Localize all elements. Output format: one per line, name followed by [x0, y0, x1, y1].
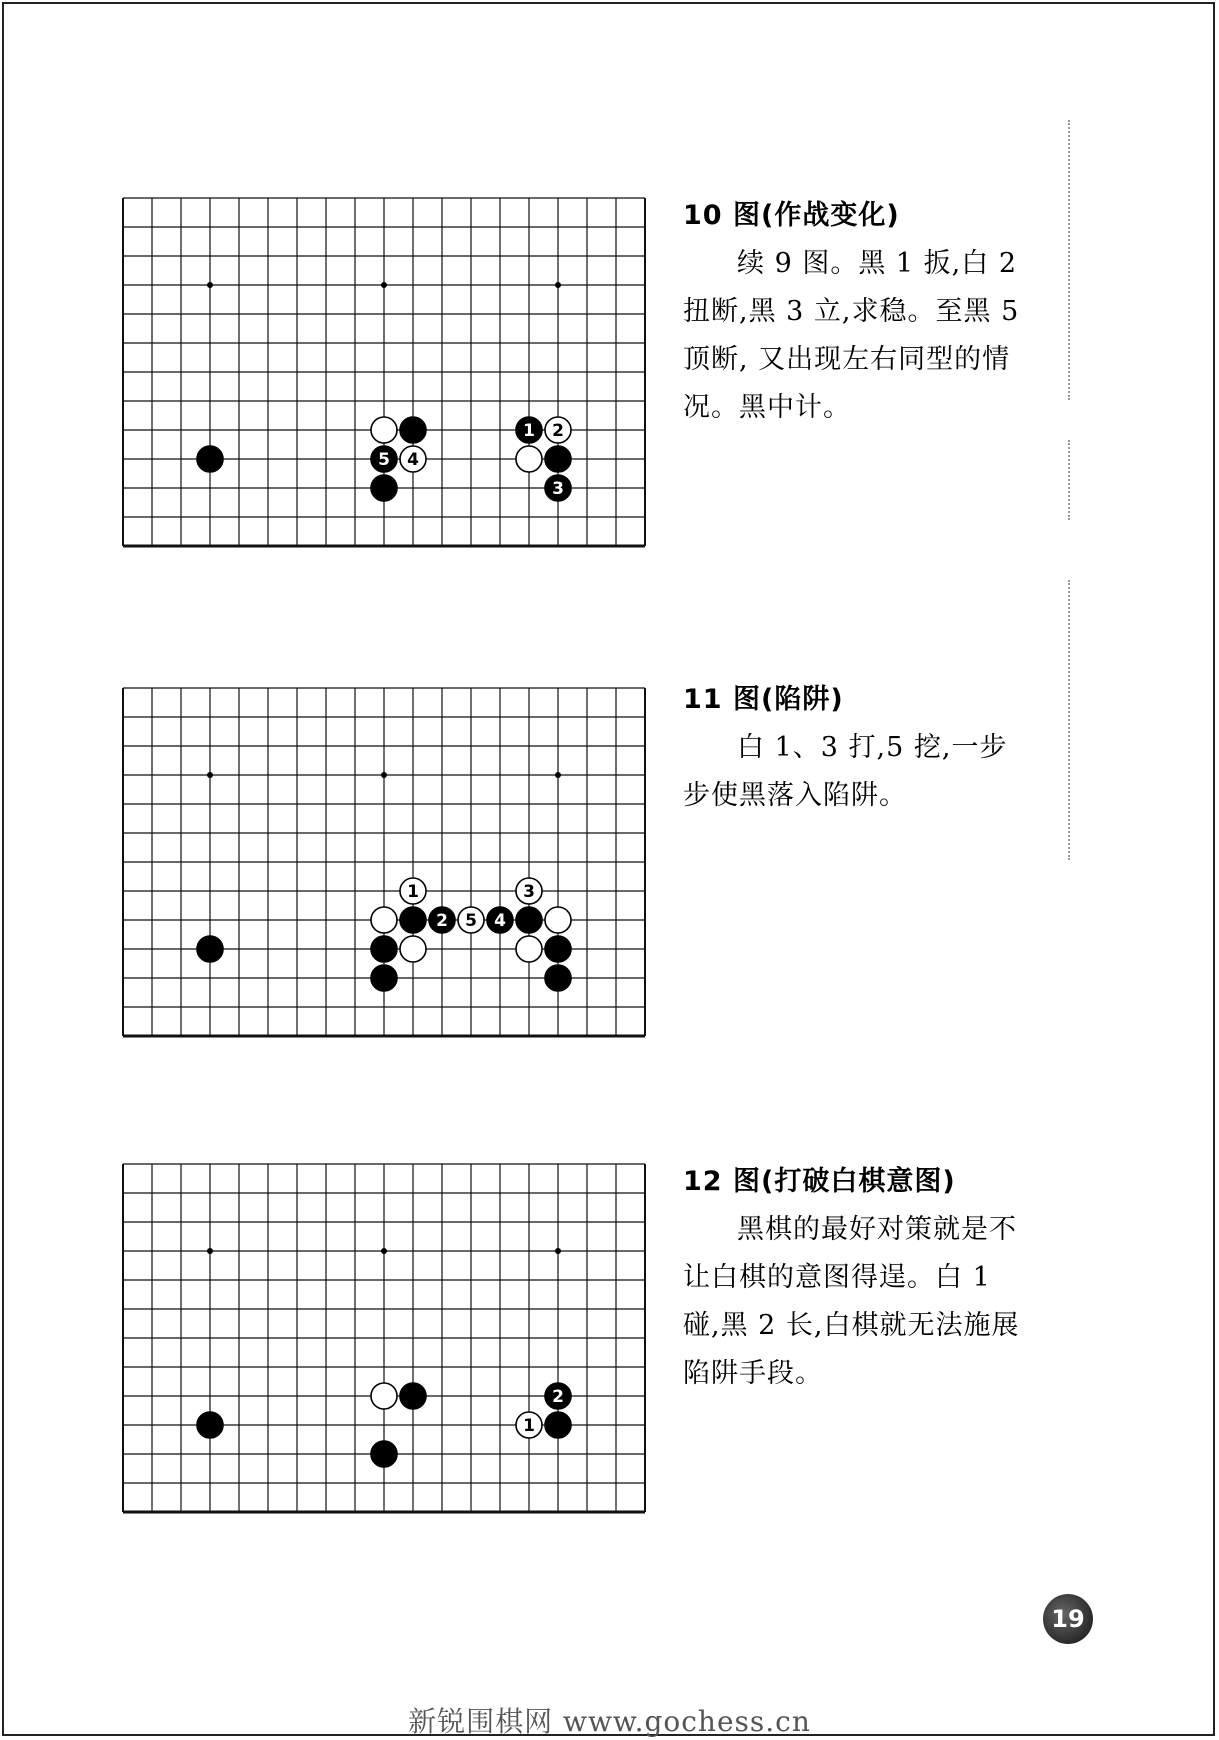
- move-number: 5: [378, 450, 390, 470]
- star-point: [207, 282, 213, 288]
- white-stone: [400, 936, 426, 962]
- footer-watermark: 新锐围棋网 www.gochess.cn: [408, 1705, 811, 1738]
- caption-11: [683, 676, 1028, 820]
- go-board-12: [120, 1162, 650, 1518]
- margin-dots: [1068, 120, 1072, 400]
- move-number: 2: [552, 1387, 564, 1407]
- move-number: 4: [494, 911, 506, 931]
- move-number: 2: [552, 421, 564, 441]
- black-stone: [516, 907, 542, 933]
- caption-title: 10 图(作战变化): [683, 200, 900, 231]
- go-board-11: [120, 686, 650, 1042]
- white-stone: [545, 907, 571, 933]
- black-stone: [400, 417, 426, 443]
- star-point: [207, 1248, 213, 1254]
- white-stone: [371, 907, 397, 933]
- move-number: 1: [523, 1416, 535, 1436]
- black-stone: [197, 936, 223, 962]
- white-stone: [371, 1383, 397, 1409]
- black-stone: [545, 446, 571, 472]
- move-number: 4: [407, 450, 419, 470]
- black-stone: [400, 1383, 426, 1409]
- star-point: [555, 1248, 561, 1254]
- margin-dots: [1068, 580, 1072, 860]
- caption-title: 11 图(陷阱): [683, 684, 844, 715]
- move-number: 3: [523, 882, 535, 902]
- move-number: 5: [465, 911, 477, 931]
- move-number: 3: [552, 479, 564, 499]
- caption-10: [683, 192, 1028, 432]
- caption-title: 12 图(打破白棋意图): [683, 1166, 956, 1197]
- black-stone: [371, 1441, 397, 1467]
- margin-dots: [1068, 440, 1072, 520]
- black-stone: [371, 965, 397, 991]
- move-number: 2: [436, 911, 448, 931]
- black-stone: [197, 446, 223, 472]
- caption-body: 黑棋的最好对策就是不让白棋的意图得逞。白 1 碰,黑 2 长,白棋就无法施展陷阱手段。: [683, 1214, 1020, 1389]
- star-point: [381, 1248, 387, 1254]
- go-board-10: [120, 196, 650, 552]
- white-stone: [516, 936, 542, 962]
- black-stone: [545, 936, 571, 962]
- move-number: 1: [523, 421, 535, 441]
- caption-12: [683, 1158, 1028, 1398]
- move-number: 1: [407, 882, 419, 902]
- star-point: [207, 772, 213, 778]
- star-point: [555, 772, 561, 778]
- black-stone: [400, 907, 426, 933]
- star-point: [555, 282, 561, 288]
- black-stone: [371, 936, 397, 962]
- white-stone: [371, 417, 397, 443]
- black-stone: [545, 1412, 571, 1438]
- caption-body: 续 9 图。黑 1 扳,白 2 扭断,黑 3 立,求稳。至黑 5 顶断, 又出现左右同型的情况。黑中计。: [683, 248, 1020, 423]
- star-point: [381, 282, 387, 288]
- page-number-badge: 19: [1043, 1594, 1093, 1644]
- black-stone: [197, 1412, 223, 1438]
- white-stone: [516, 446, 542, 472]
- star-point: [381, 772, 387, 778]
- black-stone: [545, 965, 571, 991]
- caption-body: 白 1、3 打,5 挖,一步步使黑落入陷阱。: [683, 732, 1008, 811]
- black-stone: [371, 475, 397, 501]
